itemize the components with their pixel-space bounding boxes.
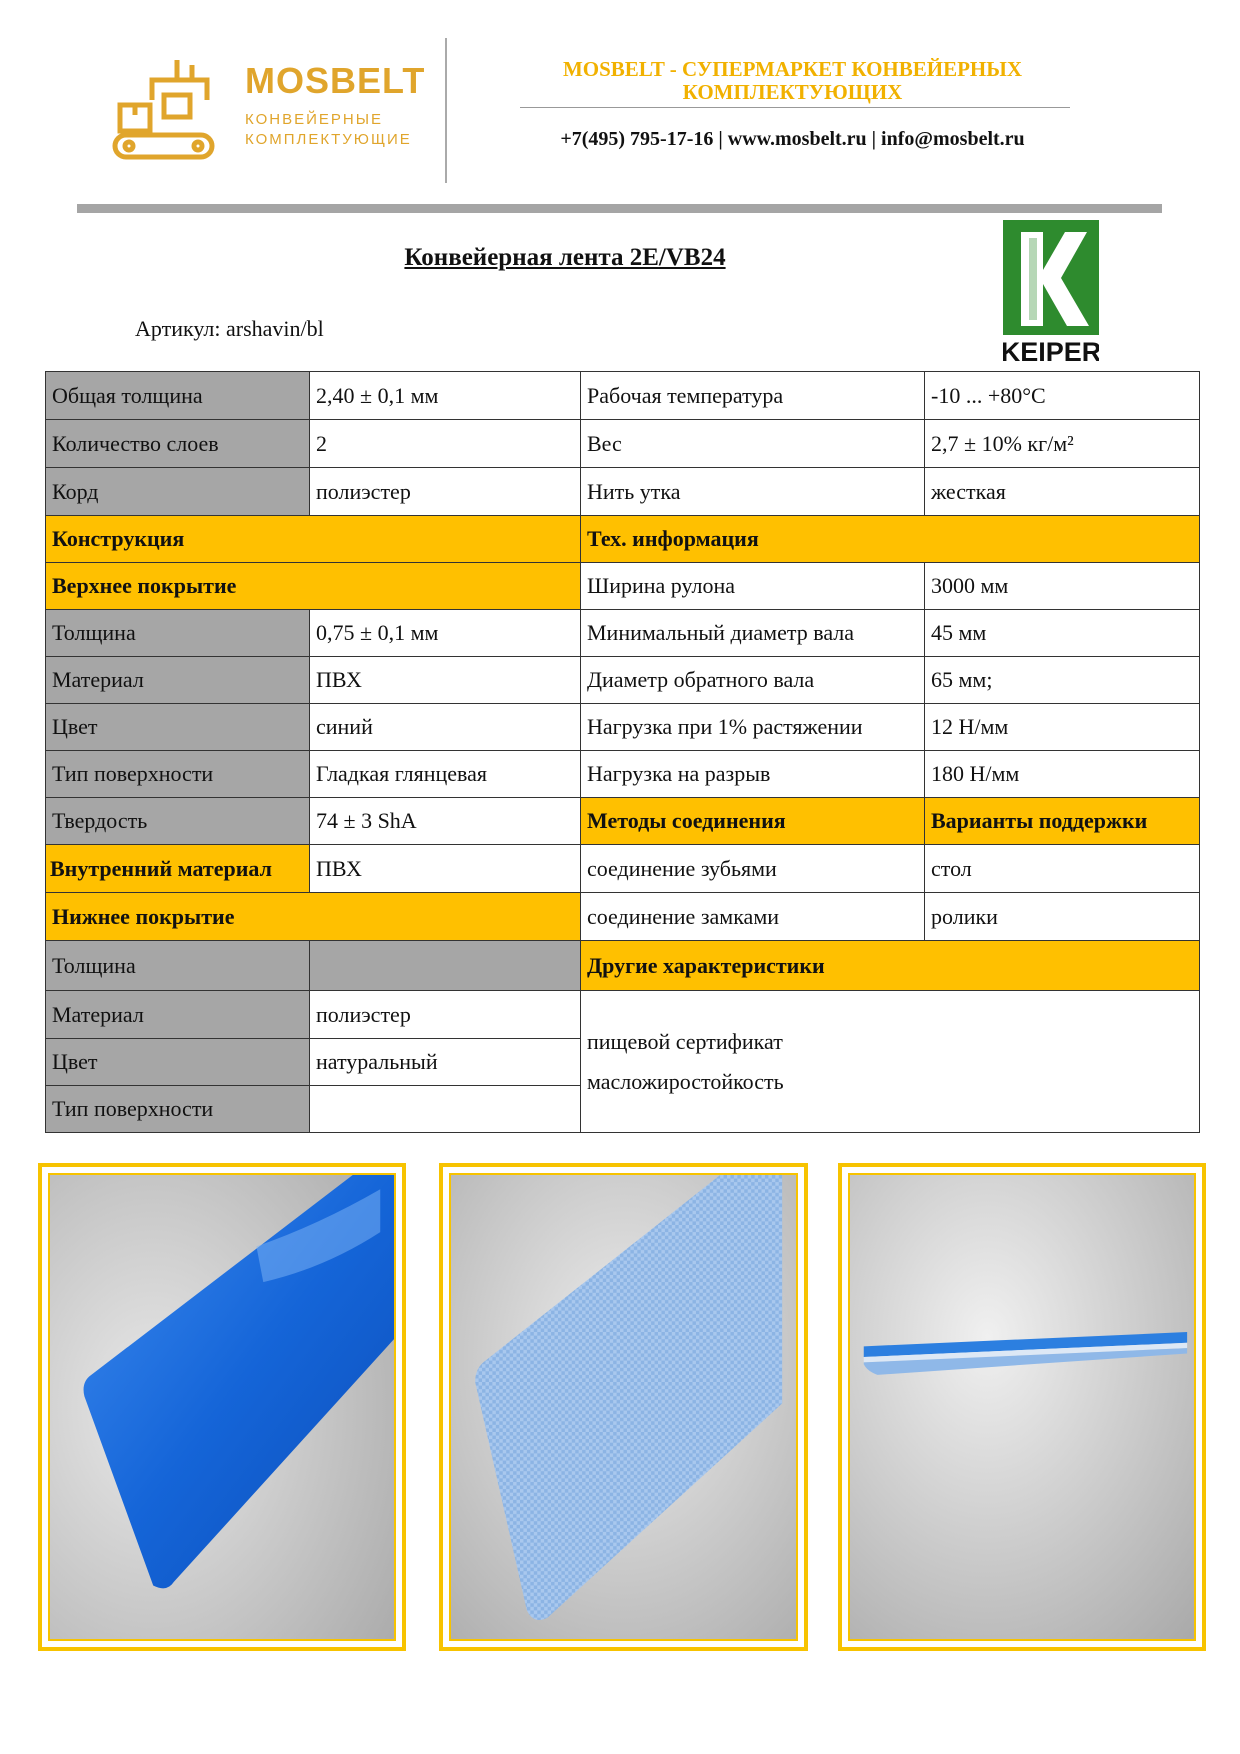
table-row (46, 563, 1200, 610)
header-rule (77, 204, 1162, 213)
table-row (46, 468, 1200, 516)
belt-edge-photo (838, 1163, 1206, 1651)
top-thickness-value: 0,75 ± 0,1 мм (310, 610, 581, 657)
tech-info-header: Тех. информация (581, 516, 1200, 563)
top-thickness-label: Толщина (46, 610, 310, 657)
top-surface-photo (38, 1163, 406, 1651)
table-row (46, 893, 1200, 941)
header-divider (445, 38, 447, 183)
load-1pct-label: Нагрузка при 1% растяжении (581, 704, 925, 751)
bottom-material-label: Материал (46, 991, 310, 1039)
brand-name: MOSBELT (245, 60, 426, 101)
slogan-line-2: КОМПЛЕКТУЮЩИХ (682, 80, 903, 104)
table-row (46, 372, 1200, 420)
other-characteristics-cell (581, 991, 1200, 1133)
other-characteristic-1: пищевой сертификат (587, 1028, 783, 1054)
table-row (46, 798, 1200, 845)
table-row (46, 751, 1200, 798)
min-pulley-value: 45 мм (925, 610, 1200, 657)
contact-info[interactable]: +7(495) 795-17-16 | www.mosbelt.ru | info@mosbelt.ru (560, 128, 1025, 150)
brand-subtitle: КОНВЕЙЕРНЫЕ КОМПЛЕКТУЮЩИЕ (245, 111, 412, 148)
roll-width-value: 3000 мм (925, 563, 1200, 610)
belt-edge-photo-image (850, 1175, 1194, 1639)
construction-header: Конструкция (46, 516, 581, 563)
roll-width-label: Ширина рулона (581, 563, 925, 610)
bottom-color-value: натуральный (310, 1039, 581, 1086)
min-pulley-label: Минимальный диаметр вала (581, 610, 925, 657)
hardness-label: Твердость (46, 798, 310, 845)
bottom-thickness-value (310, 941, 581, 991)
top-color-value: синий (310, 704, 581, 751)
keiper-logo-icon (1003, 220, 1099, 366)
total-thickness-value: 2,40 ± 0,1 мм (310, 372, 581, 420)
slogan-underline (520, 107, 1070, 108)
table-row (46, 657, 1200, 704)
article-number: Артикул: arshavin/bl (135, 316, 324, 341)
spec-table (45, 371, 1200, 1133)
cord-value: полиэстер (310, 468, 581, 516)
table-row (46, 420, 1200, 468)
joining-method-1: соединение зубьями (581, 845, 925, 893)
other-characteristics-header: Другие характеристики (581, 941, 1200, 991)
weight-value: 2,7 ± 10% кг/м² (925, 420, 1200, 468)
working-temp-label: Рабочая температура (581, 372, 925, 420)
joining-methods-header: Методы соединения (581, 798, 925, 845)
inner-material-value: ПВХ (310, 845, 581, 893)
top-surface-label: Тип поверхности (46, 751, 310, 798)
back-pulley-label: Диаметр обратного вала (581, 657, 925, 704)
keiper-logo-text: KEIPER (1003, 337, 1099, 366)
bottom-color-label: Цвет (46, 1039, 310, 1086)
table-row (46, 610, 1200, 657)
bottom-cover-header: Нижнее покрытие (46, 893, 581, 941)
top-cover-header: Верхнее покрытие (46, 563, 581, 610)
joining-method-2: соединение замками (581, 893, 925, 941)
bottom-surface-label: Тип поверхности (46, 1086, 310, 1133)
weft-value: жесткая (925, 468, 1200, 516)
bottom-thickness-label: Толщина (46, 941, 310, 991)
table-row (46, 516, 1200, 563)
hardness-value: 74 ± 3 ShA (310, 798, 581, 845)
weight-label: Вес (581, 420, 925, 468)
bottom-surface-value (310, 1086, 581, 1133)
layers-value: 2 (310, 420, 581, 468)
support-options-header: Варианты поддержки (925, 798, 1200, 845)
break-load-label: Нагрузка на разрыв (581, 751, 925, 798)
load-1pct-value: 12 Н/мм (925, 704, 1200, 751)
break-load-value: 180 Н/мм (925, 751, 1200, 798)
table-row (46, 704, 1200, 751)
other-characteristic-2: масложиростойкость (587, 1068, 784, 1094)
working-temp-value: -10 ... +80°C (925, 372, 1200, 420)
slogan-line-1: MOSBELT - СУПЕРМАРКЕТ КОНВЕЙЕРНЫХ (562, 57, 1023, 81)
top-color-label: Цвет (46, 704, 310, 751)
bottom-material-value: полиэстер (310, 991, 581, 1039)
inner-material-label: Внутренний материал (46, 845, 310, 893)
layers-label: Количество слоев (46, 420, 310, 468)
support-option-1: стол (925, 845, 1200, 893)
support-option-2: ролики (925, 893, 1200, 941)
bottom-fabric-photo (439, 1163, 808, 1651)
table-row (46, 941, 1200, 991)
total-thickness-label: Общая толщина (46, 372, 310, 420)
top-surface-photo-image (50, 1175, 394, 1639)
weft-label: Нить утка (581, 468, 925, 516)
top-surface-value: Гладкая глянцевая (310, 751, 581, 798)
table-row (46, 991, 1200, 1039)
bottom-fabric-photo-image (451, 1175, 796, 1639)
back-pulley-value: 65 мм; (925, 657, 1200, 704)
table-row (46, 845, 1200, 893)
document-title: Конвейерная лента 2E/VB24 (404, 244, 726, 271)
top-material-value: ПВХ (310, 657, 581, 704)
slogan (520, 58, 1065, 104)
cord-label: Корд (46, 468, 310, 516)
top-material-label: Материал (46, 657, 310, 704)
